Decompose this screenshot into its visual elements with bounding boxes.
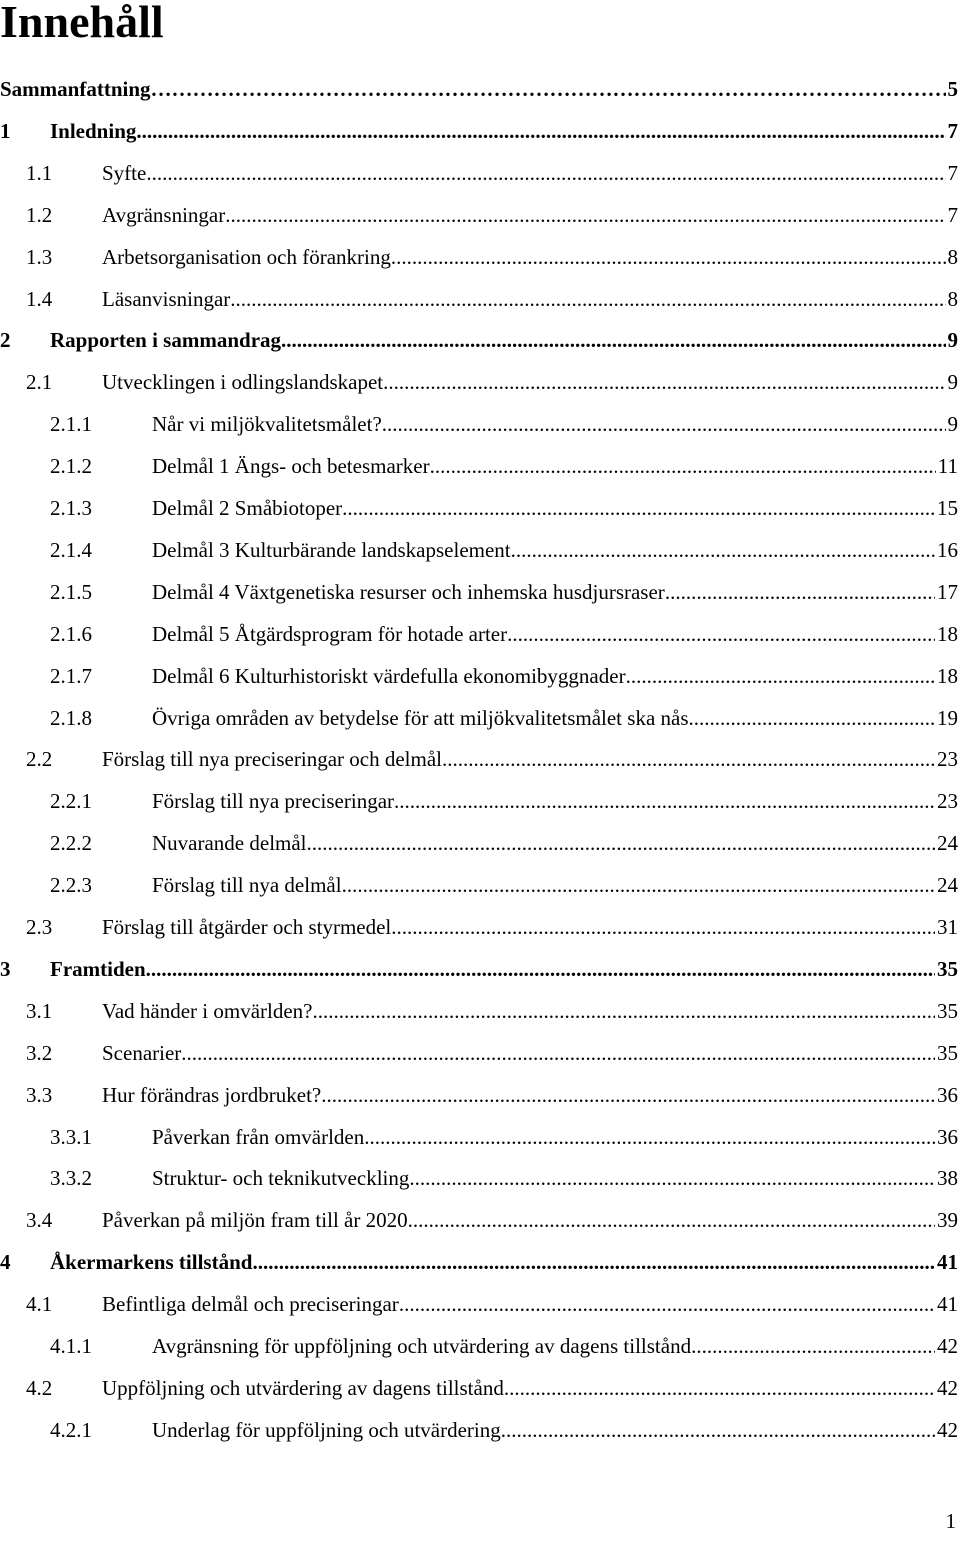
toc-dot-leader	[252, 1243, 935, 1281]
toc-entry-title: Befintliga delmål och preciseringar	[102, 1292, 399, 1317]
toc-entry-page: 11	[937, 454, 958, 479]
toc-entry-title: Hur förändras jordbruket?	[102, 1082, 322, 1107]
toc-dot-leader	[511, 531, 935, 569]
toc-dot-leader	[313, 992, 935, 1030]
toc-dot-leader	[225, 196, 945, 234]
toc-dot-leader	[391, 238, 946, 276]
toc-dot-leader	[409, 1159, 935, 1197]
toc-dot-leader	[364, 1118, 935, 1156]
toc-entry-page: 7	[947, 118, 958, 143]
toc-entry-title: Sammanfattning	[0, 77, 151, 101]
toc-entry-page: 23	[937, 789, 958, 814]
page-title: Innehåll	[0, 0, 164, 47]
toc-entry[interactable]	[0, 950, 960, 988]
toc-dot-leader	[391, 908, 935, 946]
toc-entry-title: Syfte	[102, 160, 147, 185]
toc-entry-title: Delmål 5 Åtgärdsprogram för hotade arter	[152, 621, 508, 646]
toc-entry[interactable]	[0, 531, 960, 569]
toc-entry-number: 3.3.1	[50, 1124, 92, 1149]
toc-entry-title: Vad händer i omvärlden?	[102, 998, 313, 1023]
toc-entry-page: 8	[947, 286, 958, 311]
toc-entry[interactable]	[0, 70, 960, 108]
toc-entry-number: 1.3	[26, 244, 53, 269]
toc-entry-number: 2.2.3	[50, 873, 92, 898]
toc-entry-number: 2.1.6	[50, 621, 92, 646]
toc-entry[interactable]	[0, 615, 960, 653]
toc-entry-page: 15	[937, 496, 958, 520]
toc-entry-page: 19	[937, 705, 958, 730]
toc-dot-leader	[136, 112, 945, 150]
toc-entry-title: Påverkan från omvärlden	[152, 1124, 365, 1149]
toc-entry[interactable]	[0, 908, 960, 946]
toc-dot-leader	[504, 1369, 935, 1407]
toc-entry[interactable]	[0, 782, 960, 820]
toc-entry-page: 23	[937, 747, 958, 772]
toc-dot-leader	[181, 1034, 935, 1072]
toc-entry-page: 38	[937, 1166, 958, 1191]
toc-entry[interactable]	[0, 1118, 960, 1156]
toc-entry[interactable]	[0, 489, 960, 527]
toc-entry[interactable]	[0, 1201, 960, 1239]
toc-dot-leader	[382, 405, 946, 443]
toc-entry-number: 3.2	[26, 1040, 53, 1065]
toc-entry-number: 4.2.1	[50, 1417, 92, 1442]
toc-entry[interactable]	[0, 1369, 960, 1407]
toc-dot-leader	[689, 699, 935, 737]
toc-entry[interactable]	[0, 238, 960, 276]
toc-entry-title: Förslag till nya preciseringar och delmål	[102, 747, 442, 772]
toc-entry-page: 9	[947, 370, 958, 395]
toc-entry-page: 5	[947, 77, 958, 101]
toc-entry[interactable]	[0, 699, 960, 737]
toc-dot-leader	[321, 1076, 935, 1114]
toc-entry[interactable]	[0, 992, 960, 1030]
toc-entry-title: Delmål 4 Växtgenetiska resurser och inhemska husdjursraser	[152, 579, 665, 604]
toc-entry-title: Struktur- och teknikutveckling	[152, 1166, 410, 1191]
toc-entry-number: 1.4	[26, 286, 53, 311]
toc-entry-number: 3.4	[26, 1208, 53, 1233]
toc-entry[interactable]	[0, 321, 960, 359]
toc-entry-page: 8	[947, 244, 958, 269]
toc-entry-title: Påverkan på miljön fram till år 2020	[102, 1208, 408, 1233]
toc-dot-leader	[146, 950, 935, 988]
toc-entry-page: 17	[937, 579, 958, 604]
toc-entry-number: 2.1.7	[50, 663, 92, 688]
toc-entry-page: 41	[937, 1250, 958, 1275]
toc-entry-page: 36	[937, 1082, 958, 1107]
toc-entry[interactable]	[0, 363, 960, 401]
toc-entry-page: 24	[937, 873, 958, 898]
toc-entry[interactable]	[0, 405, 960, 443]
toc-entry[interactable]	[0, 112, 960, 150]
toc-entry-title: Framtiden	[50, 956, 146, 981]
toc-entry-number: 1	[0, 118, 11, 143]
toc-entry-title: Förslag till nya preciseringar	[152, 789, 395, 814]
toc-entry-number: 3	[0, 956, 11, 981]
toc-entry[interactable]	[0, 447, 960, 485]
toc-dot-leader	[399, 1285, 935, 1323]
toc-entry-title: Läsanvisningar	[102, 286, 231, 311]
toc-entry[interactable]	[0, 1076, 960, 1114]
toc-entry-page: 42	[937, 1375, 958, 1400]
toc-entry-number: 3.3.2	[50, 1166, 92, 1191]
toc-entry-page: 36	[937, 1124, 958, 1149]
toc-entry-number: 4.2	[26, 1375, 53, 1400]
toc-entry-page: 42	[937, 1417, 958, 1442]
toc-dot-leader	[146, 154, 945, 192]
toc-entry-title: Förslag till åtgärder och styrmedel	[102, 915, 392, 939]
toc-entry-page: 9	[947, 412, 958, 437]
toc-dot-leader	[501, 1411, 935, 1449]
toc-entry-number: 2.2.1	[50, 789, 92, 814]
toc-entry-page: 16	[937, 537, 958, 562]
toc-entry-number: 2.1	[26, 370, 53, 395]
toc-entry[interactable]	[0, 573, 960, 611]
toc-entry-page: 24	[937, 831, 958, 856]
toc-entry-page: 39	[937, 1208, 958, 1233]
toc-entry-page: 7	[947, 202, 958, 227]
toc-entry[interactable]	[0, 1159, 960, 1197]
toc-entry[interactable]	[0, 657, 960, 695]
toc-entry[interactable]	[0, 1034, 960, 1072]
toc-entry-number: 3.1	[26, 998, 53, 1023]
toc-dot-leader	[342, 489, 935, 527]
toc-entry-number: 2.1.8	[50, 705, 92, 730]
toc-dot-leader	[507, 615, 935, 653]
toc-entry-title: Inledning	[50, 118, 137, 143]
toc-dot-leader	[281, 321, 945, 359]
toc-entry[interactable]	[0, 866, 960, 904]
toc-dot-leader	[151, 70, 946, 108]
toc-entry-number: 2	[0, 328, 11, 353]
toc-dot-leader	[626, 657, 935, 695]
toc-dot-leader	[665, 573, 935, 611]
toc-entry-title: Delmål 3 Kulturbärande landskapselement	[152, 537, 511, 562]
toc-entry-number: 2.1.2	[50, 454, 92, 479]
toc-dot-leader	[307, 824, 935, 862]
toc-dot-leader	[442, 740, 935, 778]
toc-entry-title: Åkermarkens tillstånd	[50, 1250, 253, 1275]
toc-entry[interactable]	[0, 1285, 960, 1323]
toc-entry-title: Delmål 6 Kulturhistoriskt värdefulla ekonomibyggnader	[152, 663, 626, 688]
toc-entry[interactable]	[0, 1327, 960, 1365]
toc-dot-leader	[230, 280, 945, 318]
toc-entry-page: 35	[937, 1040, 958, 1065]
toc-entry-title: Rapporten i sammandrag	[50, 328, 282, 353]
toc-entry-number: 4.1	[26, 1292, 53, 1317]
toc-entry-number: 4.1.1	[50, 1334, 92, 1358]
toc-entry-page: 7	[947, 160, 958, 185]
toc-entry-number: 1.2	[26, 202, 53, 227]
toc-entry-page: 31	[937, 915, 958, 939]
toc-entry[interactable]	[0, 1411, 960, 1449]
toc-entry-title: Underlag för uppföljning och utvärdering	[152, 1417, 501, 1442]
toc-entry-number: 1.1	[26, 160, 53, 185]
toc-entry-page: 35	[937, 956, 958, 981]
toc-entry-number: 2.1.5	[50, 579, 92, 604]
toc-entry-number: 2.1.4	[50, 537, 92, 562]
toc-entry-title: Scenarier	[102, 1040, 182, 1065]
toc-entry-title: Delmål 1 Ängs- och betesmarker	[152, 454, 430, 479]
toc-dot-leader	[383, 363, 945, 401]
toc-entry[interactable]	[0, 154, 960, 192]
toc-entry-title: Avgränsningar	[102, 202, 226, 227]
toc-dot-leader	[342, 866, 935, 904]
toc-dot-leader	[408, 1201, 935, 1239]
toc-entry[interactable]	[0, 740, 960, 778]
toc-entry-title: Nuvarande delmål	[152, 831, 307, 856]
toc-dot-leader	[430, 447, 936, 485]
toc-dot-leader	[691, 1327, 935, 1365]
toc-entry-number: 2.1.3	[50, 496, 92, 520]
toc-entry-number: 2.2.2	[50, 831, 92, 856]
toc-entry-page: 9	[947, 328, 958, 353]
toc-entry-title: Utvecklingen i odlingslandskapet	[102, 370, 384, 395]
toc-entry[interactable]	[0, 824, 960, 862]
toc-entry-number: 2.1.1	[50, 412, 92, 437]
toc-entry-page: 42	[937, 1334, 958, 1358]
toc-entry-page: 18	[937, 621, 958, 646]
toc-entry-title: Avgränsning för uppföljning och utvärdering av dagens tillstånd	[152, 1334, 692, 1358]
toc-dot-leader	[394, 782, 935, 820]
toc-entry-title: Övriga områden av betydelse för att miljökvalitetsmålet ska nås	[152, 705, 689, 730]
toc-entry-number: 4	[0, 1250, 11, 1275]
toc-entry-title: Delmål 2 Småbiotoper	[152, 496, 343, 520]
toc-entry[interactable]	[0, 1243, 960, 1281]
toc-entry-number: 3.3	[26, 1082, 53, 1107]
toc-entry-title: Når vi miljökvalitetsmålet?	[152, 412, 382, 437]
toc-entry-title: Förslag till nya delmål	[152, 873, 342, 898]
toc-entry-title: Arbetsorganisation och förankring	[102, 244, 391, 269]
toc-entry-title: Uppföljning och utvärdering av dagens tillstånd	[102, 1375, 504, 1400]
page-number: 1	[945, 1509, 956, 1533]
toc-entry-page: 41	[937, 1292, 958, 1317]
toc-entry[interactable]	[0, 280, 960, 318]
toc-entry-number: 2.3	[26, 915, 53, 939]
toc-entry-page: 18	[937, 663, 958, 688]
toc-entry[interactable]	[0, 196, 960, 234]
toc-entry-number: 2.2	[26, 747, 53, 772]
toc-entry-page: 35	[937, 998, 958, 1023]
